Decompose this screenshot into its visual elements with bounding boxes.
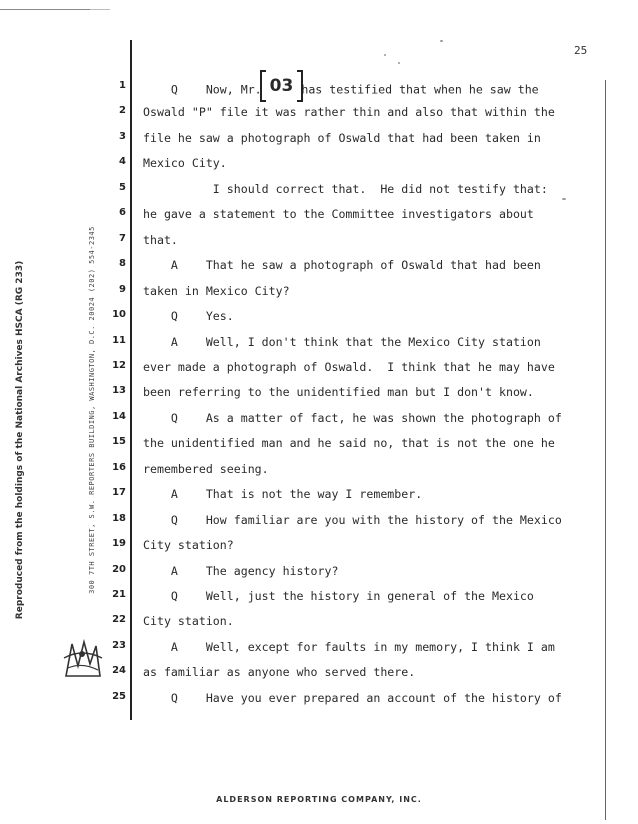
- transcript-line: A Well, except for faults in my memory, I think I am: [143, 639, 555, 654]
- scan-speck: [440, 40, 443, 42]
- transcript-line: Q Have you ever prepared an account of the history of: [143, 690, 562, 705]
- line-number: 15: [112, 436, 126, 448]
- line-number: 22: [112, 614, 126, 626]
- transcript-line: taken in Mexico City?: [143, 283, 290, 298]
- transcript-line: A That is not the way I remember.: [143, 487, 423, 502]
- transcript-line: that.: [143, 232, 178, 247]
- line-number: 14: [112, 410, 126, 422]
- transcript-line: as familiar as anyone who served there.: [143, 665, 416, 680]
- transcript-line: I should correct that. He did not testify that:: [143, 181, 548, 196]
- scan-speck: [562, 198, 566, 200]
- transcript-line: the unidentified man and he said no, that is not the one he: [143, 436, 555, 451]
- line-number: 2: [119, 105, 126, 117]
- footer: ALDERSON REPORTING COMPANY, INC.: [216, 795, 422, 804]
- line-number: 24: [112, 665, 126, 677]
- transcript-line: Q As a matter of fact, he was shown the photograph of: [143, 410, 562, 425]
- transcript-line: Q Well, just the history in general of the Mexico: [143, 589, 534, 603]
- line-text: Q Now, Mr.: [143, 82, 262, 97]
- top-dash: [90, 9, 110, 10]
- left-margin-rule: [130, 40, 132, 720]
- line-number: 5: [119, 181, 126, 193]
- transcript-line: remembered seeing.: [143, 461, 269, 476]
- transcript-line: Mexico City.: [143, 156, 227, 171]
- transcript-line: City station?: [143, 538, 234, 553]
- transcript-line: Oswald "P" file it was rather thin and also that within the: [143, 105, 555, 120]
- line-text: has testified that when he saw the: [301, 82, 539, 97]
- scan-speck: [398, 62, 400, 64]
- line-number: 11: [112, 334, 126, 346]
- transcript-line: A The agency history?: [143, 563, 339, 578]
- line-number: 18: [112, 512, 126, 524]
- right-margin-rule: [605, 80, 606, 820]
- line-number: 10: [112, 309, 126, 321]
- line-number: 9: [119, 283, 126, 295]
- line-number: 8: [119, 258, 126, 270]
- transcript-line: City station.: [143, 614, 234, 629]
- redaction-box: 03: [264, 76, 300, 96]
- transcript-line: A That he saw a photograph of Oswald that had been: [143, 258, 541, 273]
- scan-speck: [384, 54, 386, 56]
- transcript-line: file he saw a photograph of Oswald that had been taken in: [143, 130, 541, 145]
- line-number: 4: [119, 156, 126, 168]
- transcript-line: Q Yes.: [143, 309, 234, 324]
- line-number: 6: [119, 207, 126, 219]
- transcript-line: been referring to the unidentified man but I don't know.: [143, 385, 534, 400]
- line-number: 17: [112, 487, 126, 499]
- line-number: 1: [119, 80, 126, 91]
- line-number: 3: [119, 130, 126, 142]
- line-number: 23: [112, 639, 126, 651]
- stamp-logo-icon: [58, 636, 106, 680]
- line-number: 16: [112, 461, 126, 473]
- line-number: 20: [112, 563, 126, 575]
- line-number: 21: [112, 589, 126, 600]
- line-number: 19: [112, 538, 126, 550]
- archive-note: Reproduced from the holdings of the National Archives HSCA (RG 233): [15, 260, 25, 620]
- transcript-line: [143, 76, 539, 100]
- transcript-line: ever made a photograph of Oswald. I think that he may have: [143, 359, 555, 374]
- transcript-line: he gave a statement to the Committee investigators about: [143, 207, 534, 222]
- line-number: 7: [119, 232, 126, 244]
- line-number: 25: [112, 690, 126, 702]
- reporter-address: 300 7TH STREET, S.W. REPORTERS BUILDING, WASHINGTON, D.C. 20024 (202) 554-2345: [88, 226, 96, 594]
- page-number: 25: [574, 44, 588, 57]
- line-number: 13: [112, 385, 126, 397]
- line-number: 12: [112, 359, 126, 371]
- transcript-line: A Well, I don't think that the Mexico City station: [143, 334, 541, 349]
- transcript-line: Q How familiar are you with the history of the Mexico: [143, 512, 562, 527]
